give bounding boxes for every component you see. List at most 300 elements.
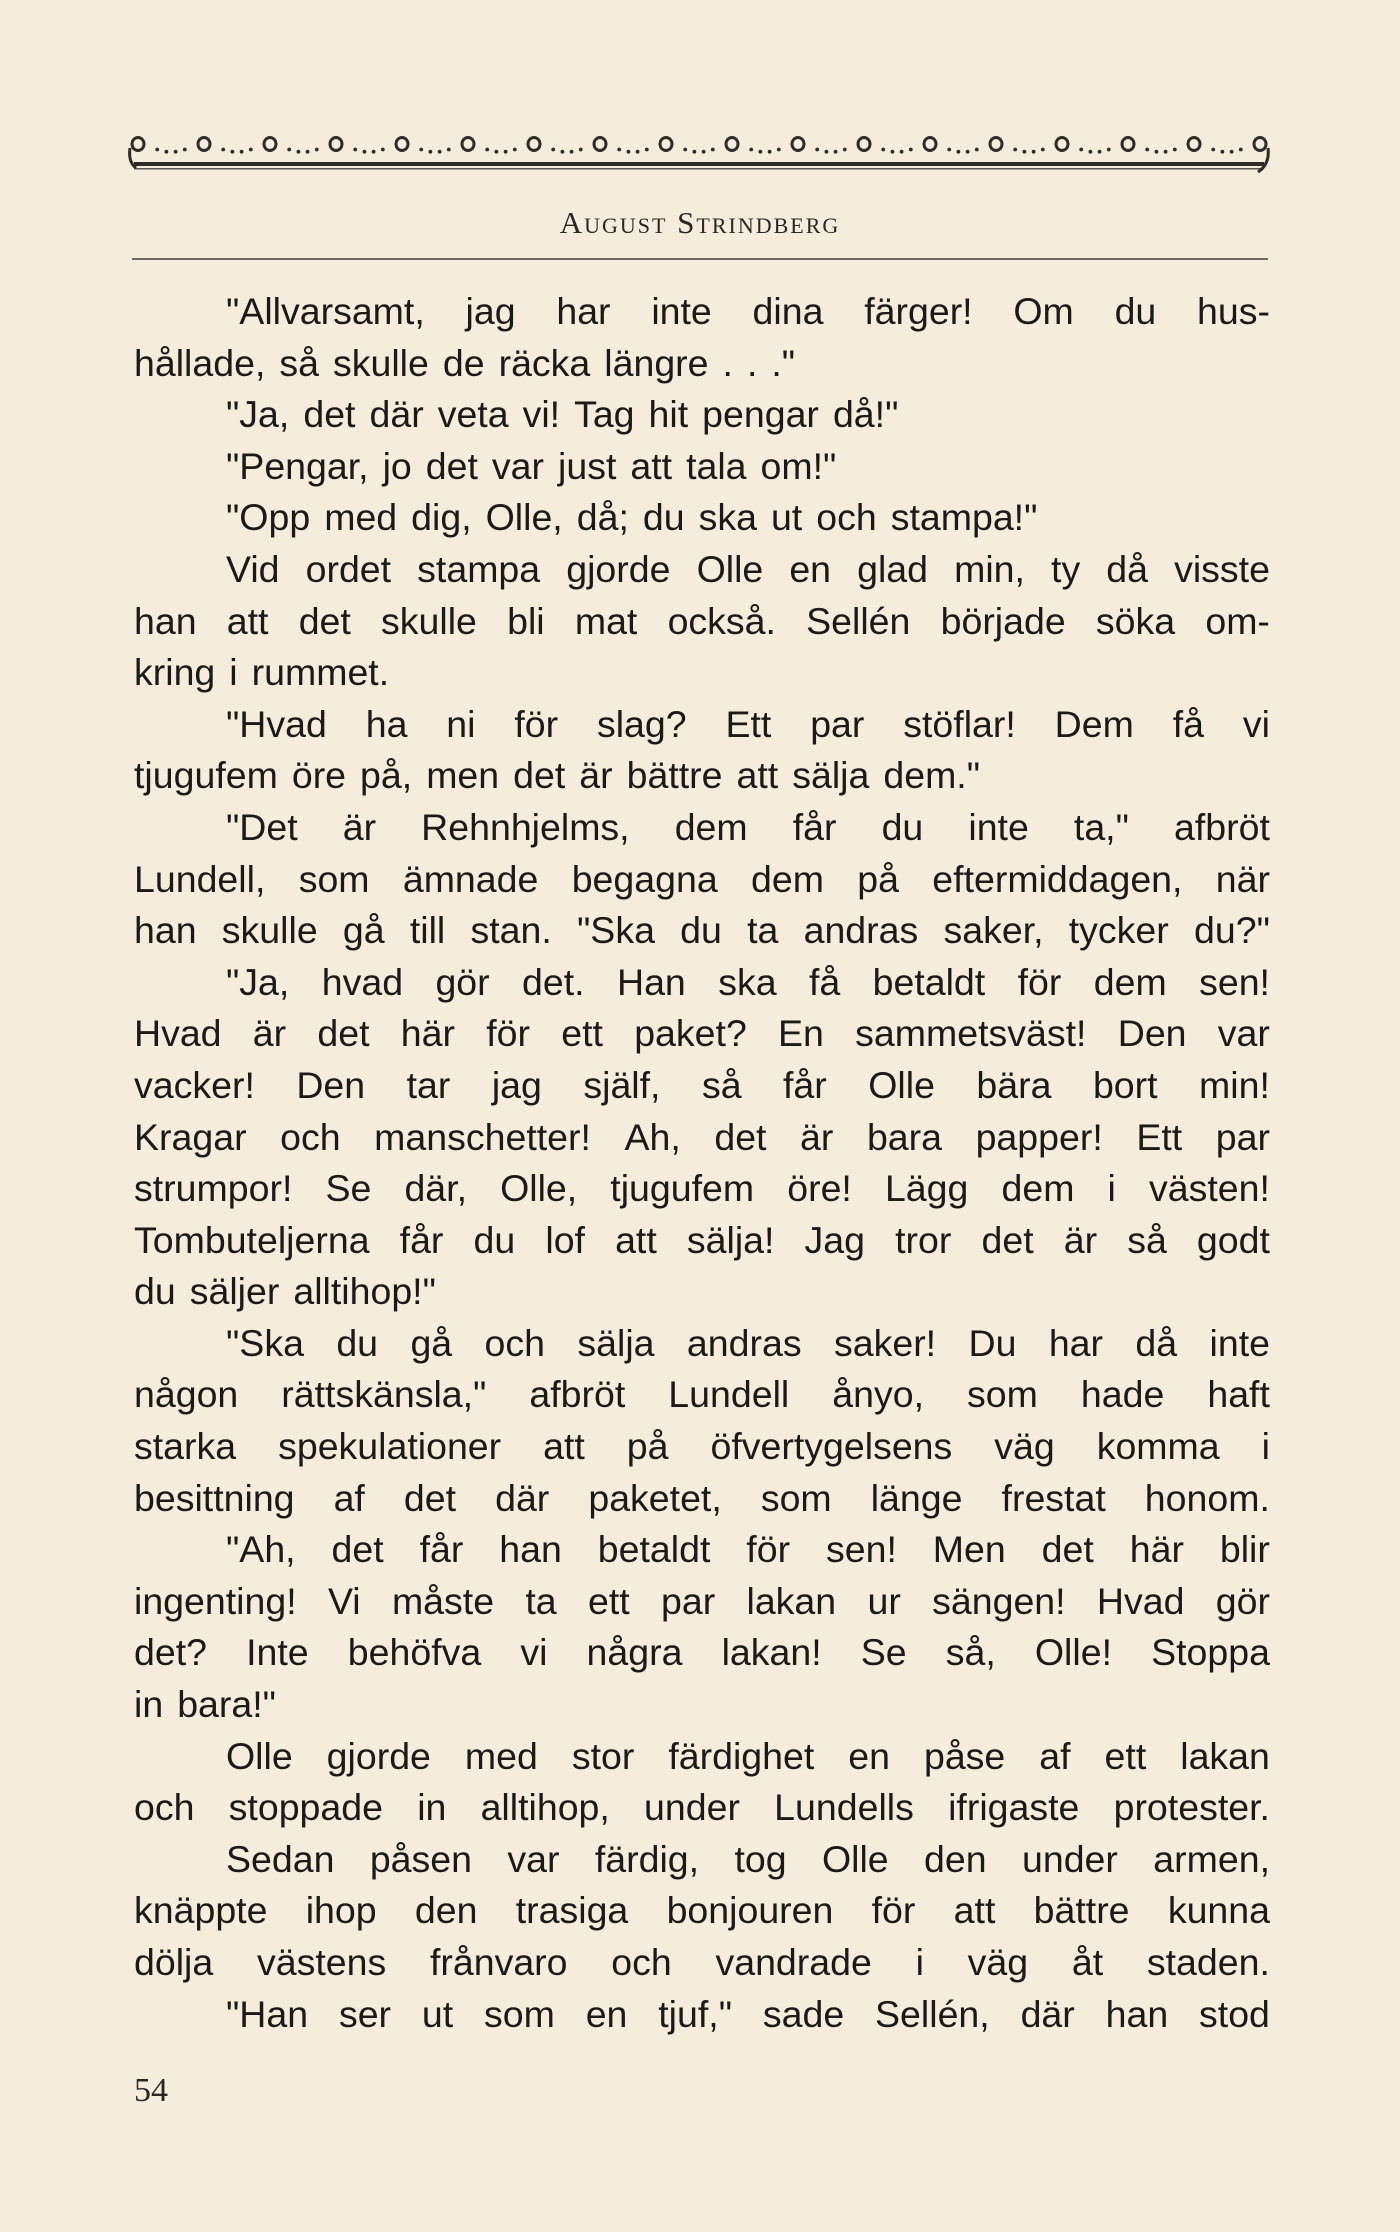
word: Olle — [226, 1734, 293, 1777]
ornament-dot — [900, 150, 904, 154]
word: vi! — [522, 393, 561, 436]
word: sängen! — [932, 1579, 1066, 1622]
word: Olle — [868, 1063, 935, 1106]
word: "Opp — [226, 496, 311, 539]
word: Stoppa — [1151, 1631, 1270, 1674]
word: ihop — [305, 1889, 377, 1932]
word: han — [1105, 1992, 1169, 2035]
word: var — [507, 1837, 560, 1880]
word: Olle! — [1034, 1631, 1112, 1674]
ornament-rule-thin — [134, 168, 1264, 170]
word: visste — [1174, 547, 1270, 590]
word: afbröt — [1174, 805, 1270, 848]
ornament-dot — [1023, 150, 1027, 154]
word: "Han — [226, 1992, 309, 2035]
word: Lundells — [774, 1786, 914, 1829]
word: att — [630, 444, 673, 487]
ornament-dot — [749, 148, 753, 152]
word: Du — [968, 1321, 1017, 1364]
word: han — [499, 1528, 562, 1571]
ornament-ring — [924, 138, 936, 151]
word: åt — [1071, 1941, 1104, 1983]
word: inte — [651, 290, 712, 332]
word: ett — [561, 1012, 603, 1055]
ornament-ring — [198, 138, 210, 151]
word: på — [626, 1425, 669, 1468]
word: bli — [507, 599, 545, 642]
word: får — [783, 1063, 827, 1106]
word: En — [778, 1012, 824, 1055]
word: gå — [342, 909, 385, 952]
ornament-dot — [495, 150, 499, 154]
word: Hvad — [134, 1012, 222, 1055]
ornament-ring — [1188, 138, 1200, 151]
word: ha — [365, 702, 408, 745]
ornament-dot — [909, 148, 913, 152]
ornament-dot — [1107, 148, 1111, 152]
text-line — [134, 802, 1270, 854]
ornament-ring — [792, 138, 804, 151]
ornament-ring — [264, 138, 276, 151]
word: du — [881, 805, 924, 848]
word: Sedan — [226, 1837, 335, 1880]
word: det — [298, 599, 351, 642]
word: gjorde — [566, 547, 671, 590]
ornament-rule — [134, 162, 1264, 166]
word: han — [134, 599, 197, 642]
text-line — [134, 544, 1270, 596]
word: ." — [771, 341, 796, 384]
text-line — [134, 492, 1270, 544]
word: det — [425, 444, 478, 487]
ornament-dot — [1239, 148, 1243, 152]
word: lakan — [746, 1579, 837, 1622]
word: och — [816, 496, 877, 539]
word: där, — [404, 1167, 467, 1210]
text-line — [134, 1782, 1270, 1834]
ornament-dot — [381, 148, 385, 152]
word: du — [1114, 290, 1157, 332]
word: också. — [667, 599, 776, 642]
ornament-dot — [240, 150, 244, 154]
word: slag? — [596, 702, 687, 745]
word: Sellén — [806, 599, 911, 642]
ornament-dot — [579, 148, 583, 152]
ornament-dot — [165, 150, 169, 154]
word: någon — [134, 1373, 239, 1416]
ornament-dot — [1098, 150, 1102, 154]
word: bättre — [1033, 1889, 1130, 1932]
word: som — [298, 857, 370, 900]
word: ett — [587, 1579, 630, 1622]
word: är — [1063, 1218, 1098, 1261]
word: Sellén, — [875, 1992, 990, 2035]
word: gå — [410, 1321, 453, 1364]
word: du?" — [1194, 909, 1270, 952]
word: med — [464, 1734, 538, 1777]
word: tog — [734, 1837, 787, 1880]
ornament-dot — [636, 150, 640, 154]
word: par — [660, 1579, 716, 1622]
word: betaldt — [872, 960, 986, 1003]
text-line — [134, 1627, 1270, 1679]
ornament-dot — [881, 148, 885, 152]
word: dem — [1001, 1167, 1075, 1210]
ornament-dot — [1145, 148, 1149, 152]
ornament-dot — [683, 148, 687, 152]
word: "Ska — [577, 909, 655, 952]
word: är — [579, 754, 613, 797]
word: Den — [296, 1063, 366, 1106]
word: kring — [134, 651, 216, 694]
word: öre — [291, 754, 347, 797]
text-line — [134, 957, 1270, 1009]
ornament-dot — [1079, 148, 1083, 152]
word: bara — [866, 1115, 943, 1158]
word: stod — [1199, 1992, 1270, 2035]
word: påse — [923, 1734, 1006, 1777]
word: in — [417, 1786, 447, 1829]
word: räcka — [498, 341, 591, 384]
word: vacker! — [134, 1063, 255, 1106]
word: Kragar — [134, 1115, 247, 1158]
ornament-dot — [429, 150, 433, 154]
word: Tag — [574, 393, 635, 436]
word: Lundell, — [134, 857, 266, 900]
ornament-ring — [990, 138, 1002, 151]
word: är — [800, 1115, 834, 1158]
word: rättskänsla," — [281, 1373, 487, 1416]
ornament-dot — [693, 150, 697, 154]
word: starka — [134, 1425, 237, 1468]
word: färdig, — [594, 1837, 700, 1880]
word: men — [426, 754, 500, 797]
word: inte — [968, 805, 1029, 848]
text-line — [134, 338, 1270, 390]
word: det. — [522, 960, 585, 1003]
ornament-dot — [570, 150, 574, 154]
word: få — [1172, 702, 1204, 745]
word: alltihop, — [480, 1786, 610, 1829]
ornament-dot — [306, 150, 310, 154]
word: den — [924, 1837, 987, 1880]
word: gör — [1215, 1579, 1270, 1622]
word: har — [556, 290, 611, 332]
word: par — [1215, 1115, 1270, 1158]
text-line — [134, 286, 1270, 338]
word: Olle — [696, 547, 764, 590]
word: trasiga — [515, 1889, 629, 1932]
text-line — [134, 1369, 1270, 1421]
word: besittning — [134, 1476, 295, 1519]
word: ett — [1104, 1734, 1147, 1777]
ornament-ring — [1056, 138, 1068, 151]
ornament-dot — [759, 150, 763, 154]
word: sälja! — [686, 1218, 775, 1261]
ornament-dot — [777, 148, 781, 152]
ornament-dot — [1230, 150, 1234, 154]
text-line — [134, 905, 1270, 957]
word: ser — [338, 1992, 392, 2035]
word: inte — [1209, 1321, 1270, 1364]
ornament-dot — [287, 148, 291, 152]
word: då — [1106, 547, 1148, 590]
text-line — [134, 1163, 1270, 1215]
word: för — [871, 1889, 916, 1932]
word: och — [134, 1786, 195, 1829]
word: behöfva — [347, 1631, 482, 1674]
word: betaldt — [597, 1528, 711, 1571]
ornament-dot — [957, 150, 961, 154]
word: af — [333, 1476, 365, 1519]
word: min, — [954, 547, 1025, 590]
word: ordet — [305, 547, 392, 590]
word: Se — [325, 1167, 372, 1210]
word: saker, — [943, 909, 1044, 952]
page-number: 54 — [134, 2072, 168, 2109]
word: papper! — [975, 1115, 1103, 1158]
word: ta — [525, 1579, 557, 1622]
word: och — [611, 1941, 672, 1983]
word: frestat — [1001, 1476, 1106, 1519]
word: vandrade — [715, 1941, 872, 1983]
word: dem — [1093, 960, 1167, 1003]
word: på — [857, 857, 899, 900]
word: att — [953, 1889, 996, 1932]
word: Olle, — [485, 496, 563, 539]
word: frånvaro — [429, 1941, 568, 1983]
text-line — [134, 1473, 1270, 1525]
word: "Ah, — [226, 1528, 296, 1571]
word: för — [1017, 960, 1062, 1003]
word: "Hvad — [226, 702, 327, 745]
word: Rehnhjelms, — [421, 805, 630, 848]
word: det — [317, 1012, 370, 1055]
word: under — [1021, 1837, 1118, 1880]
text-line — [134, 699, 1270, 751]
word: söka — [1095, 599, 1176, 642]
ornament-dot — [617, 148, 621, 152]
word: en — [585, 1992, 628, 2035]
word: det — [403, 1476, 457, 1519]
ornament-dot — [966, 150, 970, 154]
text-line — [134, 1834, 1270, 1886]
text-line — [134, 1008, 1270, 1060]
word: du — [134, 1270, 176, 1313]
running-head: August Strindberg — [559, 205, 841, 240]
word: när — [1215, 857, 1270, 900]
ornament-ring — [396, 138, 408, 151]
word: manschetter! — [374, 1115, 591, 1158]
word: du — [473, 1218, 516, 1261]
word: paketet, — [588, 1476, 722, 1519]
word: som — [967, 1373, 1038, 1416]
word: gjorde — [326, 1734, 431, 1777]
word: ur — [867, 1579, 901, 1622]
text-line — [134, 1524, 1270, 1576]
word: vi — [1242, 702, 1270, 745]
word: komma — [1096, 1425, 1220, 1468]
word: stampa — [417, 547, 541, 590]
word: ta — [747, 909, 779, 952]
word: skulle — [332, 341, 429, 384]
ornament-ring — [726, 138, 738, 151]
word: afbröt — [529, 1373, 626, 1416]
text-line — [134, 1112, 1270, 1164]
ornament-dot — [843, 148, 847, 152]
word: Vid — [226, 547, 280, 590]
word: det — [303, 393, 356, 436]
ornament-dot — [561, 150, 565, 154]
word: lakan — [1180, 1734, 1270, 1777]
word: började — [940, 599, 1066, 642]
ornament-dot — [1164, 150, 1168, 154]
word: då — [1135, 1321, 1178, 1364]
ornament-ring — [462, 138, 474, 151]
ornament-dot — [155, 148, 159, 152]
word: sade — [762, 1992, 845, 2035]
ornament-ring — [132, 138, 144, 151]
word: ty — [1051, 547, 1081, 590]
word: några — [586, 1631, 683, 1674]
word: sen! — [1199, 960, 1270, 1003]
word: att — [615, 1218, 657, 1261]
word: här — [400, 1012, 455, 1055]
word: hade — [1080, 1373, 1165, 1416]
ornament-dot — [815, 148, 819, 152]
word: påsen — [369, 1837, 472, 1880]
word: Jag — [804, 1218, 866, 1261]
ornament-dot — [1221, 150, 1225, 154]
word: du — [642, 496, 685, 539]
word: hvad — [321, 960, 404, 1003]
word: få — [808, 960, 841, 1003]
text-line — [134, 1679, 1270, 1731]
text-line — [134, 1989, 1270, 2041]
word: tjugufem — [134, 754, 278, 797]
word: själf, — [583, 1063, 661, 1106]
text-line — [134, 1318, 1270, 1370]
word: . — [722, 341, 733, 384]
ornament-dot — [353, 148, 357, 152]
word: du — [336, 1321, 379, 1364]
word: paket? — [634, 1012, 747, 1055]
text-line — [134, 389, 1270, 441]
word: så — [279, 341, 319, 384]
word: hit — [648, 393, 689, 436]
word: ut — [421, 1992, 454, 2035]
ornament-dot — [485, 148, 489, 152]
word: dem." — [883, 754, 981, 797]
word: med — [324, 496, 398, 539]
ornament-dot — [947, 148, 951, 152]
ornament-dot — [1041, 148, 1045, 152]
word: staden. — [1146, 1941, 1270, 1983]
word: du — [680, 909, 722, 952]
word: det — [714, 1115, 767, 1158]
word: som — [760, 1476, 832, 1519]
word: dig, — [411, 496, 472, 539]
word: stampa!" — [890, 496, 1038, 539]
word: Tombuteljerna — [134, 1218, 370, 1261]
word: till — [409, 909, 446, 952]
word: en — [848, 1734, 890, 1777]
word: här — [1129, 1528, 1184, 1571]
ornament-ring — [858, 138, 870, 151]
decorative-border-ornament — [128, 118, 1270, 182]
word: skulle — [221, 909, 318, 952]
text-line — [134, 1731, 1270, 1783]
word: öre! — [787, 1167, 852, 1210]
word: att — [226, 599, 269, 642]
word: glad — [857, 547, 929, 590]
word: färger! — [864, 290, 973, 332]
word: Ett — [725, 702, 772, 745]
word: länge — [870, 1476, 963, 1519]
word: tala — [686, 444, 747, 487]
ornament-dot — [297, 150, 301, 154]
word: armen, — [1153, 1837, 1270, 1880]
ornament-dot — [551, 148, 555, 152]
word: "Det — [226, 805, 298, 848]
word: för — [514, 702, 559, 745]
word: lof — [545, 1218, 585, 1261]
word: haft — [1207, 1373, 1270, 1416]
body-text — [134, 286, 1270, 2040]
word: tjugufem — [610, 1167, 755, 1210]
ornament-dot — [221, 148, 225, 152]
ornament-dot — [1155, 150, 1159, 154]
word: alltihop!" — [293, 1270, 436, 1313]
ornament-dot — [627, 150, 631, 154]
ornament-dot — [231, 150, 235, 154]
word: saker! — [833, 1321, 937, 1364]
word: dölja — [134, 1941, 214, 1983]
ornament-dot — [1211, 148, 1215, 152]
text-line — [134, 1060, 1270, 1112]
text-line — [134, 1266, 1270, 1318]
text-line — [134, 1576, 1270, 1628]
ornament-dot — [438, 150, 442, 154]
word: kunna — [1167, 1889, 1270, 1932]
word: protester. — [1113, 1786, 1270, 1829]
word: då!" — [832, 393, 899, 436]
word: Olle — [821, 1837, 889, 1880]
word: sälja — [577, 1321, 655, 1364]
word: sälja — [792, 754, 870, 797]
word: dina — [752, 290, 824, 332]
word: min! — [1199, 1063, 1270, 1106]
header-rule — [132, 258, 1268, 260]
word: har — [1048, 1321, 1104, 1364]
text-line — [134, 1885, 1270, 1937]
word: mat — [574, 599, 638, 642]
word: vi — [520, 1631, 548, 1674]
word: bara!" — [177, 1683, 276, 1726]
text-line — [134, 750, 1270, 802]
word: är — [342, 805, 377, 848]
word: Inte — [246, 1631, 309, 1674]
word: pengar — [702, 393, 819, 436]
word: Vi — [327, 1579, 361, 1622]
word: Om — [1013, 290, 1074, 332]
word: är — [252, 1012, 287, 1055]
word: eftermiddagen, — [932, 857, 1183, 900]
word: och — [484, 1321, 546, 1364]
word: säljer — [189, 1270, 280, 1313]
word: det — [513, 754, 566, 797]
word: ifrigaste — [948, 1786, 1080, 1829]
